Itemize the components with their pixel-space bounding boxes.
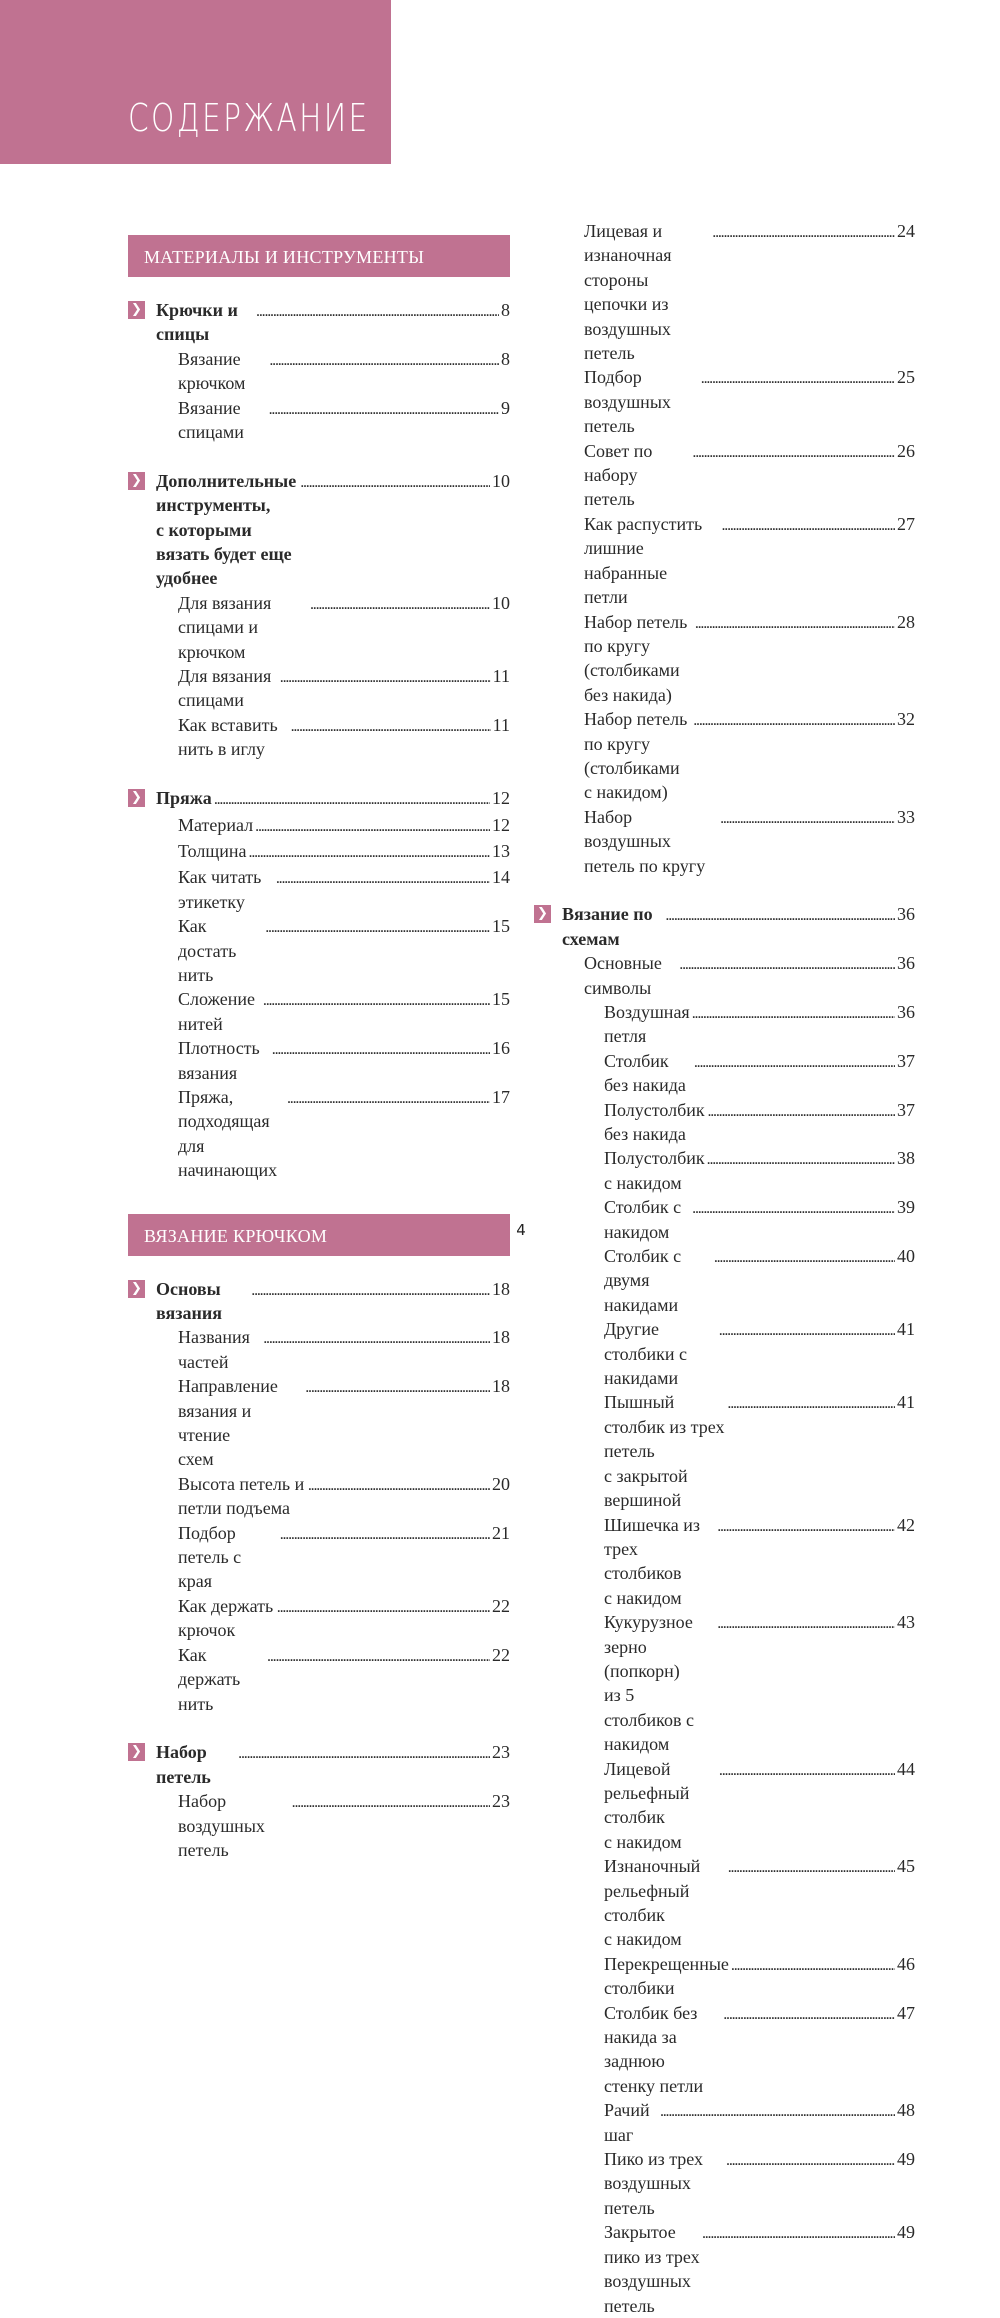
chevron-right-icon: ❯ <box>128 789 145 807</box>
toc-group-extra-tools <box>128 469 510 762</box>
toc-entry[interactable]: Высота петель и петли подъема . . . 20 <box>128 1472 510 1521</box>
toc-entry[interactable]: Набор воздушных петель . . . 23 <box>128 1789 510 1862</box>
toc-entry[interactable]: Как читать этикетку . . . 14 <box>128 865 510 914</box>
toc-entry[interactable]: Материал . . . 12 <box>128 813 510 839</box>
section-header-materials: МАТЕРИАЛЫ И ИНСТРУМЕНТЫ <box>128 235 510 277</box>
toc-entry[interactable]: Пряжа, подходящая для начинающих . . . 17 <box>128 1085 510 1183</box>
toc-entry[interactable]: Названия частей . . . 18 <box>128 1325 510 1374</box>
toc-entry[interactable]: Вязание спицами . . . 9 <box>128 396 510 445</box>
toc-group-hooks-needles <box>128 298 510 444</box>
toc-entry[interactable]: Вязание крючком . . . 8 <box>128 347 510 396</box>
toc-entry[interactable]: ❯ Набор петель . . . 23 <box>128 1740 510 1789</box>
toc-entry[interactable]: ❯ Дополнительные инструменты, с которыми вязать будет еще удобнее . . . 10 <box>128 469 510 591</box>
toc-group-charts <box>534 902 915 2318</box>
toc-entry[interactable]: ❯ Основы вязания . . . 18 <box>128 1277 510 1326</box>
toc-group-basics <box>128 1277 510 1716</box>
toc-entry[interactable]: Набор петель по кругу (столбиками без накида) . . . 28 <box>534 610 915 708</box>
toc-entry[interactable]: Основные символы . . . 36 <box>534 951 915 1000</box>
toc-group-casting-on <box>128 1740 510 1862</box>
toc-entry[interactable]: Пико из трех воздушных петель . . . 49 <box>534 2147 915 2220</box>
toc-entry[interactable]: Изнаночный рельефный столбик с накидом . . . 45 <box>534 1854 915 1952</box>
chevron-right-icon: ❯ <box>534 905 551 923</box>
toc-entry[interactable]: Закрытое пико из трех воздушных петель . . . 49 <box>534 2220 915 2318</box>
toc-entry[interactable]: Столбик без накида за заднюю стенку петли . . . 47 <box>534 2001 915 2099</box>
toc-left-column <box>128 235 510 1862</box>
toc-entry[interactable]: Совет по набору петель . . . 26 <box>534 439 915 512</box>
toc-entry[interactable]: Для вязания спицами . . . 11 <box>128 664 510 713</box>
title-banner <box>0 0 391 164</box>
toc-entry[interactable]: Перекрещенные столбики . . . 46 <box>534 1952 915 2001</box>
toc-entry[interactable]: Как распустить лишние набранные петли . . . 27 <box>534 512 915 610</box>
page-number: 4 <box>516 1221 526 1239</box>
chevron-right-icon: ❯ <box>128 301 145 319</box>
toc-entry[interactable]: Сложение нитей . . . 15 <box>128 987 510 1036</box>
toc-entry[interactable]: Как вставить нить в иглу . . . 11 <box>128 713 510 762</box>
toc-entry[interactable]: Подбор петель с края . . . 21 <box>128 1521 510 1594</box>
toc-entry[interactable]: Для вязания спицами и крючком . . . 10 <box>128 591 510 664</box>
toc-entry[interactable]: Лицевой рельефный столбик с накидом . . . 44 <box>534 1757 915 1855</box>
toc-entry[interactable]: Как достать нить . . . 15 <box>128 914 510 987</box>
toc-entry[interactable]: Столбик с двумя накидами . . . 40 <box>534 1244 915 1317</box>
toc-entry[interactable]: Кукурузное зерно (попкорн) из 5 столбиков с накидом . . . 43 <box>534 1610 915 1756</box>
toc-entry[interactable]: Как держать крючок . . . 22 <box>128 1594 510 1643</box>
toc-entry[interactable]: Полустолбик без накида . . . 37 <box>534 1098 915 1147</box>
toc-entry[interactable]: Набор воздушных петель по кругу . . . 33 <box>534 805 915 878</box>
toc-entry[interactable]: Толщина . . . 13 <box>128 839 510 865</box>
toc-entry[interactable]: ❯ Пряжа . . . 12 <box>128 786 510 812</box>
toc-entry[interactable]: Подбор воздушных петель . . . 25 <box>534 365 915 438</box>
toc-entry[interactable]: Рачий шаг . . . 48 <box>534 2098 915 2147</box>
toc-entry[interactable]: Шишечка из трех столбиков с накидом . . . 42 <box>534 1513 915 1611</box>
toc-entry[interactable]: Лицевая и изнаночная стороны цепочки из воздушных петель . . . 24 <box>534 219 915 365</box>
toc-entry[interactable]: Столбик без накида . . . 37 <box>534 1049 915 1098</box>
toc-entry[interactable]: Другие столбики с накидами . . . 41 <box>534 1317 915 1390</box>
toc-entry[interactable]: Столбик с накидом . . . 39 <box>534 1195 915 1244</box>
toc-group-yarn <box>128 786 510 1183</box>
toc-entry[interactable]: Пышный столбик из трех петель с закрытой вершиной . . . 41 <box>534 1390 915 1512</box>
chevron-right-icon: ❯ <box>128 1743 145 1761</box>
toc-entry[interactable]: ❯ Крючки и спицы . . . 8 <box>128 298 510 347</box>
section-header-crochet: ВЯЗАНИЕ КРЮЧКОМ <box>128 1214 510 1256</box>
toc-entry[interactable]: Полустолбик с накидом . . . 38 <box>534 1146 915 1195</box>
toc-group-casting-continued <box>534 219 915 878</box>
page-title: СОДЕРЖАНИЕ <box>128 96 370 140</box>
toc-entry[interactable]: Как держать нить . . . 22 <box>128 1643 510 1716</box>
toc-entry[interactable]: Плотность вязания . . . 16 <box>128 1036 510 1085</box>
toc-entry[interactable]: Воздушная петля . . . 36 <box>534 1000 915 1049</box>
toc-entry[interactable]: Направление вязания и чтение схем . . . 18 <box>128 1374 510 1472</box>
toc-right-column <box>534 219 915 2318</box>
toc-entry[interactable]: ❯ Вязание по схемам . . . 36 <box>534 902 915 951</box>
chevron-right-icon: ❯ <box>128 472 145 490</box>
chevron-right-icon: ❯ <box>128 1280 145 1298</box>
toc-entry[interactable]: Набор петель по кругу (столбиками с накидом) . . . 32 <box>534 707 915 805</box>
